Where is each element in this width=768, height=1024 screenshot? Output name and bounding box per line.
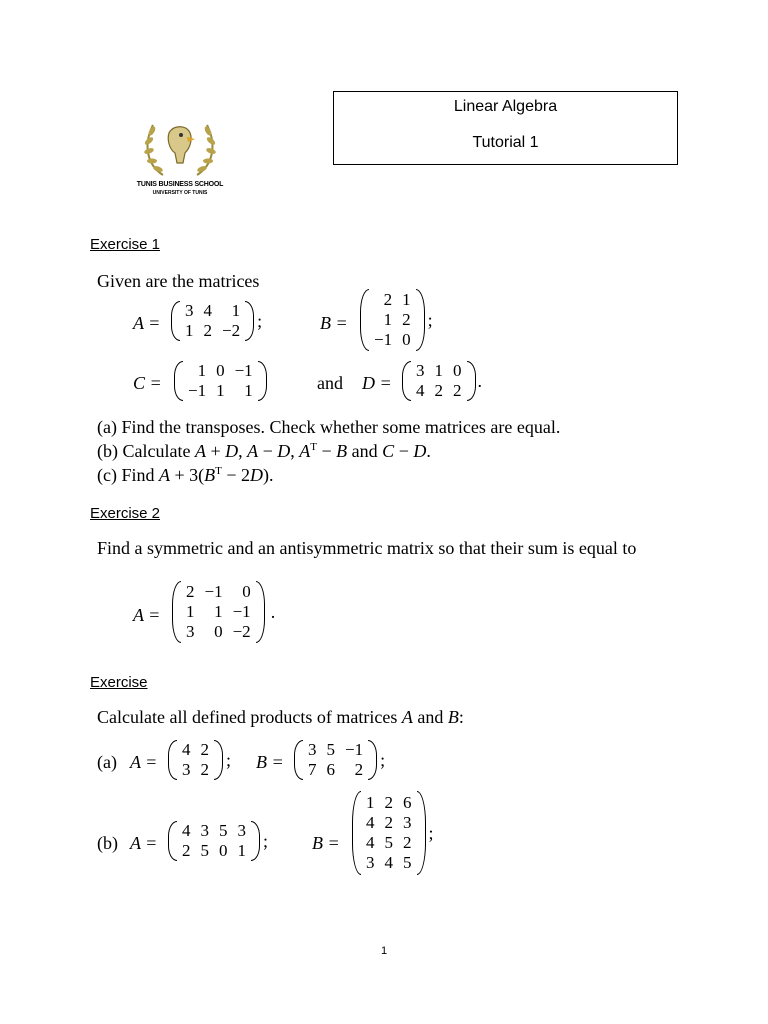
ex3b-matrix-a-cell: 1 [237,841,246,860]
ex2-matrix-a-cell: 2 [186,582,195,601]
matrix-b-cell: 2 [402,310,411,329]
ex3a-matrix-b: 3 5 −1 7 6 2 ; [294,740,385,780]
ex3b-matrix-a-cell: 4 [182,821,191,840]
matrix-a-label: A = [133,313,161,333]
matrix-a-cell: −2 [222,321,241,340]
matrix-b-label: B = [320,313,348,333]
matrix-c-row [183,361,258,381]
matrix-b-cell: −1 [374,330,393,349]
document-subtitle: Tutorial 1 [472,134,539,151]
exercise-2-heading: Exercise 2 [90,505,161,522]
ex3b-matrix-b-row [361,853,417,873]
ex3a-matrix-b-row [303,760,368,780]
ex3b-matrix-a-cell: 3 [200,821,209,840]
ex3a-matrix-a-cell: 2 [200,760,209,779]
ex3a-matrix-b-cell: 7 [308,760,317,779]
eagle-laurel-icon [125,117,235,181]
ex3b-matrix-a-cell: 0 [219,841,228,860]
matrix-a-cell: 1 [231,301,241,320]
ex2-matrix-a: 2 −1 0 1 1 −1 3 0 −2 . [172,581,275,643]
ex2-matrix-a-cell: 0 [214,622,223,641]
ex2-matrix-a-cell: −1 [204,582,223,601]
matrix-d: 3 1 0 4 2 2 . [402,361,482,401]
document-title: Linear Algebra [453,98,558,115]
ex3b-matrix-b-cell: 2 [403,833,412,852]
matrix-a-cell: 1 [185,321,194,340]
matrix-d-row [411,361,467,381]
ex3b-matrix-b-cell: 1 [366,793,375,812]
matrix-d-cell: 2 [434,381,443,400]
ex3b-matrix-b-cell: 2 [384,813,393,832]
ex2-matrix-a-cell: 1 [186,602,195,621]
ex2-matrix-a-cell: 0 [242,582,251,601]
ex2-matrix-a-row [181,602,256,622]
matrix-c-row [183,381,258,401]
exercise-1-part-b: (b) Calculate A + D, A − D, $A^T - B$ and C − D. [97,441,431,461]
matrix-d-label: D = [362,373,392,393]
ex3a-matrix-b-cell: 5 [326,740,335,759]
matrix-c-cell: 1 [216,381,225,400]
ex3a-matrix-b-cell: 2 [354,760,364,779]
ex2-matrix-a-cell: 1 [214,602,223,621]
ex3b-matrix-b-cell: 3 [366,853,375,872]
matrix-b-row [369,290,416,310]
ex3b-matrix-b-row [361,793,417,813]
matrix-c-cell: −1 [234,361,253,380]
matrix-d-row [411,381,467,401]
matrix-b-cell: 1 [402,290,411,309]
matrix-d-cell: 0 [453,361,462,380]
ex2-matrix-a-row [181,622,256,642]
matrix-b-row [369,330,416,350]
ex3b-matrix-a-row [177,841,251,861]
matrix-b-cell: 0 [402,330,411,349]
ex3b-a-label: A = [130,833,158,853]
ex3b-matrix-b-cell: 4 [366,833,375,852]
exercise-2-intro: Find a symmetric and an antisymmetric matrix so that their sum is equal to [97,538,637,558]
ex3a-matrix-b-cell: 6 [326,760,335,779]
ex3a-matrix-a-row [177,760,214,780]
ex3b-matrix-b-row [361,833,417,853]
school-logo [125,117,235,202]
ex3a-matrix-a-cell: 2 [200,740,209,759]
page-number: 1 [380,945,388,957]
university-name: UNIVERSITY OF TUNIS [152,190,208,196]
exercise-3-part-b-label: (b) [97,833,118,853]
exercise-3-heading: Exercise [90,674,148,691]
exercise-1-part-a: (a) Find the transposes. Check whether some matrices are equal. [97,417,561,437]
ex3b-matrix-a-row [177,821,251,841]
matrix-d-cell: 3 [416,361,425,380]
ex2-matrix-a-row [181,582,256,602]
ex3b-matrix-b-cell: 5 [384,833,393,852]
ex2-matrix-a-cell: −2 [232,622,251,641]
ex3b-matrix-a-cell: 3 [237,821,246,840]
matrix-c-cell: 0 [216,361,225,380]
ex3b-matrix-b-cell: 5 [403,853,412,872]
ex3a-matrix-a-cell: 3 [182,760,191,779]
ex3a-matrix-a: 4 2 3 2 ; [168,740,231,780]
ex3b-matrix-a: 4 3 5 3 2 5 0 1 ; [168,821,268,861]
matrix-d-cell: 2 [453,381,462,400]
ex3b-matrix-a-cell: 2 [182,841,191,860]
matrix-d-cell: 4 [416,381,425,400]
ex3a-matrix-b-cell: 3 [308,740,317,759]
ex3a-a-label: A = [130,752,158,772]
ex3b-matrix-a-cell: 5 [200,841,209,860]
ex3b-matrix-b-row [361,813,417,833]
ex3b-matrix-b-cell: 3 [403,813,412,832]
matrix-b-cell: 2 [383,290,393,309]
ex3a-matrix-b-row [303,740,368,760]
matrix-c-cell: 1 [244,381,253,400]
exercise-1-intro: Given are the matrices [97,271,260,291]
ex3b-matrix-a-cell: 5 [219,821,228,840]
ex3b-matrix-b-cell: 6 [403,793,412,812]
and-text: and [317,373,343,393]
ex3a-matrix-a-row [177,740,214,760]
matrix-c [174,361,267,401]
ex3b-b-label: B = [312,833,340,853]
matrix-b-cell: 1 [383,310,393,329]
ex3a-b-label: B = [256,752,284,772]
exercise-1-part-c: (c) Find $A + 3(B^T - 2D)$. [97,465,274,485]
matrix-c-cell: 1 [197,361,207,380]
matrix-a-cell: 2 [203,321,212,340]
matrix-c-cell: −1 [188,381,207,400]
matrix-d-cell: 1 [434,361,443,380]
title-box [333,91,678,165]
ex3b-matrix-b-cell: 2 [384,793,393,812]
school-name: TUNIS BUSINESS SCHOOL [136,181,224,188]
ex3b-matrix-b-cell: 4 [384,853,393,872]
ex2-matrix-a-cell: 3 [186,622,195,641]
matrix-c-label: C = [133,373,162,393]
matrix-a-row [180,301,245,321]
matrix-b: 2 1 1 2 −1 0 ; [360,289,433,351]
matrix-b-row [369,310,416,330]
exercise-3-part-a-label: (a) [97,752,117,772]
matrix-a-cell: 3 [185,301,194,320]
exercise-1-heading: Exercise 1 [90,236,161,253]
matrix-a-row [180,321,245,341]
ex3b-matrix-b: 1 2 6 4 2 3 4 5 2 3 4 5 ; [352,791,434,875]
ex3a-matrix-a-cell: 4 [182,740,191,759]
ex3a-matrix-b-cell: −1 [345,740,364,759]
exercise-3-intro: Calculate all defined products of matrices A and B: [97,707,464,727]
matrix-a-cell: 4 [203,301,212,320]
ex3b-matrix-b-cell: 4 [366,813,375,832]
ex2-matrix-a-cell: −1 [232,602,251,621]
matrix-a: 3 4 1 1 2 −2 ; [171,301,262,341]
ex2-matrix-a-label: A = [133,605,161,625]
